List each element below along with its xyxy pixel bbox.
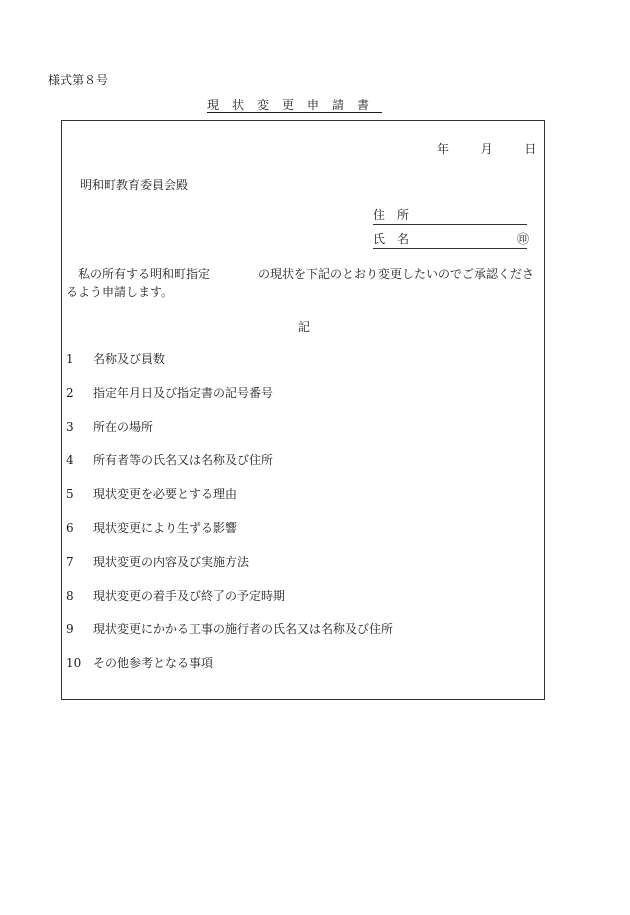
page-title: 現状変更申請書 — [207, 98, 383, 112]
item-number: 9 — [66, 622, 74, 637]
list-item — [66, 519, 237, 536]
date-year-label: 年 — [437, 142, 450, 156]
item-number: 8 — [66, 588, 74, 603]
item-text: 所有者等の氏名又は名称及び住所 — [93, 453, 274, 468]
date-month-label: 月 — [480, 142, 493, 156]
item-number: 3 — [66, 419, 74, 434]
item-number: 10 — [66, 656, 82, 671]
item-text: その他参考となる事項 — [93, 656, 214, 671]
item-text: 現状変更にかかる工事の施行者の氏名又は名称及び住所 — [93, 622, 394, 637]
list-item — [66, 620, 393, 637]
statement-part-1: 私の所有する明和町指定 — [78, 267, 211, 281]
item-text: 現状変更により生ずる影響 — [93, 521, 238, 535]
item-text: 所在の場所 — [93, 419, 154, 434]
list-item — [66, 654, 213, 671]
item-text: 現状変更の着手及び終了の予定時期 — [93, 588, 286, 603]
item-number: 5 — [66, 487, 74, 502]
list-item — [66, 553, 249, 570]
application-statement — [66, 265, 540, 301]
list-item — [66, 451, 273, 468]
address-field[interactable] — [373, 206, 527, 225]
date-day-label: 日 — [524, 142, 537, 156]
name-field[interactable] — [373, 230, 527, 249]
date-line — [437, 140, 536, 157]
item-text: 名称及び員数 — [93, 352, 166, 366]
item-number: 7 — [66, 554, 74, 569]
form-number: 様式第８号 — [48, 73, 109, 87]
item-number: 4 — [66, 453, 74, 468]
item-number: 2 — [66, 385, 74, 400]
item-text: 現状変更を必要とする理由 — [93, 487, 238, 502]
item-number: 1 — [66, 352, 74, 366]
item-text: 指定年月日及び指定書の記号番号 — [93, 385, 274, 400]
list-item — [66, 418, 153, 435]
item-text: 現状変更の内容及び実施方法 — [93, 554, 250, 569]
address-label: 住所 — [373, 208, 422, 222]
statement-part-2: の現状を下記のとおり変更したいのでご承認くださるよう申請します。 — [66, 267, 535, 299]
name-label: 氏名 — [373, 232, 422, 246]
list-item — [66, 350, 165, 367]
list-item — [66, 485, 237, 502]
list-item — [66, 384, 273, 401]
item-number: 6 — [66, 521, 74, 535]
ki-heading: 記 — [298, 320, 311, 334]
addressee: 明和町教育委員会殿 — [80, 178, 189, 192]
seal-mark: ㊞ — [516, 232, 529, 246]
list-item — [66, 587, 285, 604]
